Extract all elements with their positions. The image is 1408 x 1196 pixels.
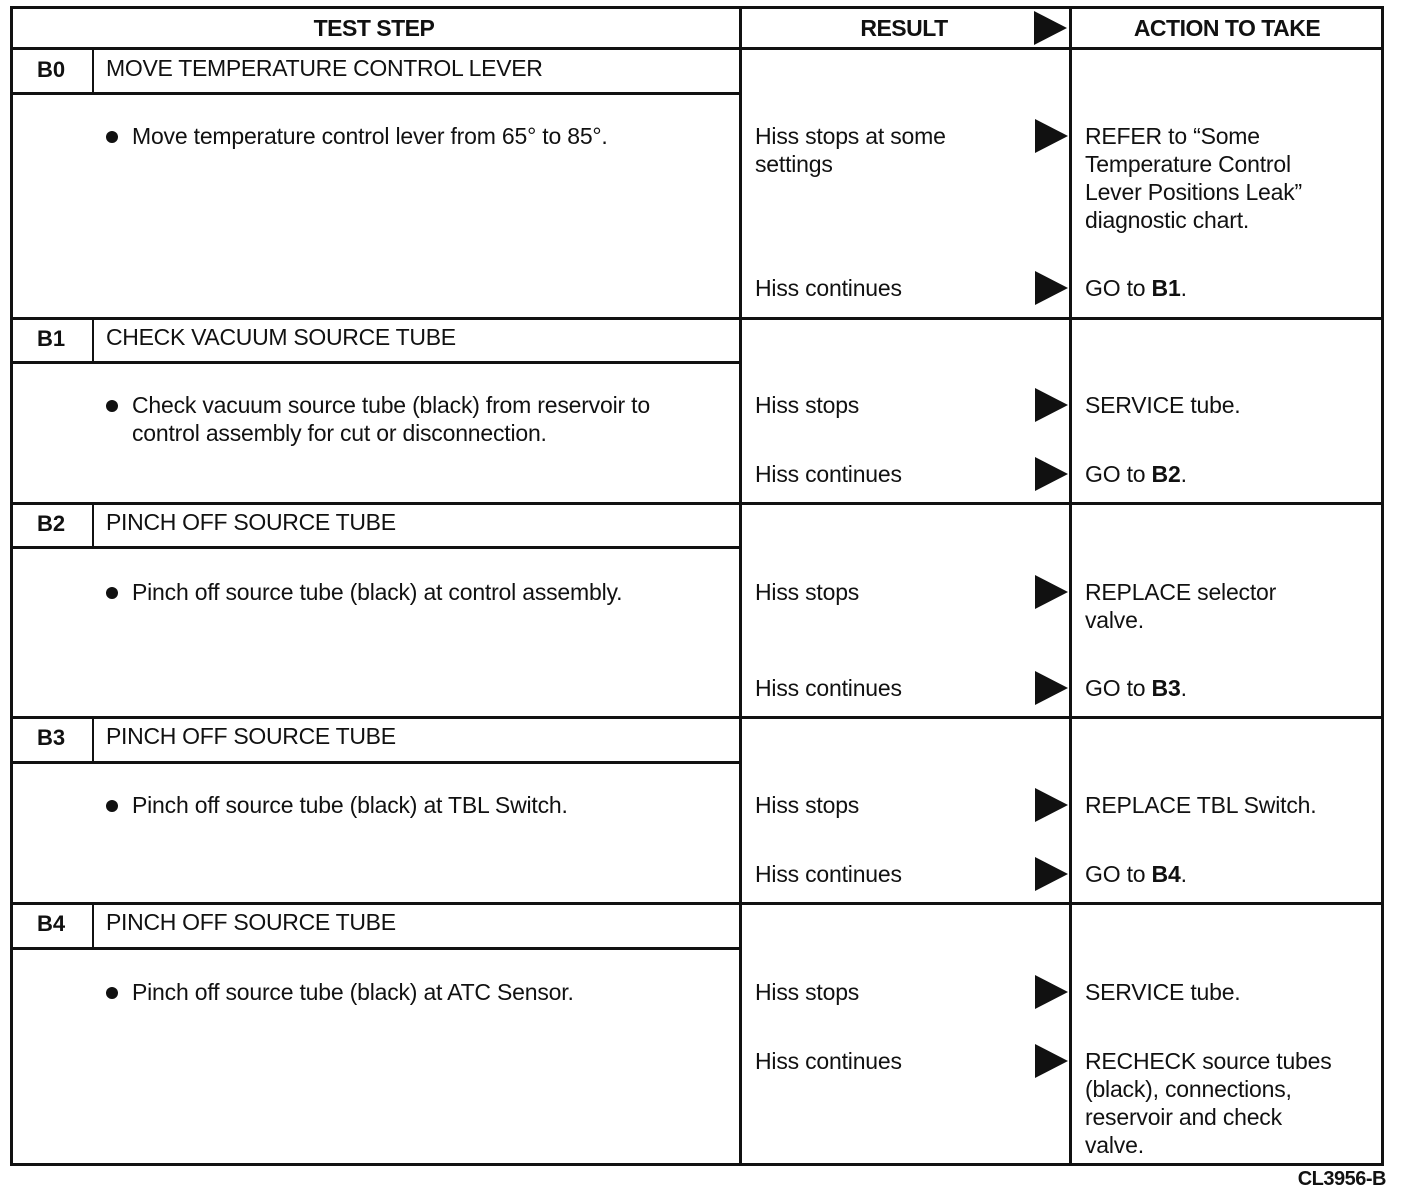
arrow-icon [1035,271,1068,305]
step-instruction: Pinch off source tube (black) at ATC Sensor. [132,979,574,1005]
column-divider-action [1069,6,1072,1166]
header-test-step: TEST STEP [313,15,435,41]
step-id: B1 [36,326,66,351]
table-right-border [1381,6,1384,1166]
action-text: REFER to “Some [1085,123,1260,149]
action-text: GO to B1. [1085,275,1187,301]
bullet-icon [106,800,118,812]
step-title-underline [10,92,740,95]
arrow-icon [1035,975,1068,1009]
action-text: valve. [1085,1132,1144,1158]
header-action: ACTION TO TAKE [1133,15,1321,41]
step-instruction: Check vacuum source tube (black) from reservoir to [132,392,650,418]
action-text: Lever Positions Leak” [1085,179,1302,205]
step-instruction: Move temperature control lever from 65° to 85°. [132,123,608,149]
step-reference: B2 [1151,461,1181,487]
result-text: Hiss stops [755,979,860,1005]
bullet-icon [106,400,118,412]
header-result: RESULT [860,15,948,41]
arrow-icon [1035,788,1068,822]
step-id: B2 [36,511,66,536]
step-separator [10,716,1384,719]
action-text: reservoir and check [1085,1104,1282,1130]
step-instruction: Pinch off source tube (black) at TBL Switch. [132,792,568,818]
action-text: GO to B2. [1085,461,1187,487]
result-text: Hiss continues [755,861,902,887]
action-text: RECHECK source tubes [1085,1048,1332,1074]
result-text: Hiss continues [755,1048,902,1074]
step-id-divider [92,503,94,547]
arrow-icon [1035,388,1068,422]
step-title: PINCH OFF SOURCE TUBE [106,723,396,749]
table-top-border [10,6,1384,9]
step-id: B0 [36,57,66,82]
step-instruction: control assembly for cut or disconnection. [132,420,547,446]
action-text: valve. [1085,607,1144,633]
result-text: Hiss continues [755,275,902,301]
action-text: diagnostic chart. [1085,207,1250,233]
action-text: Temperature Control [1085,151,1291,177]
result-text: Hiss stops [755,392,860,418]
arrow-icon [1035,575,1068,609]
result-text: Hiss continues [755,461,902,487]
action-text: SERVICE tube. [1085,392,1241,418]
step-reference: B3 [1151,675,1181,701]
step-title: PINCH OFF SOURCE TUBE [106,909,396,935]
result-text: settings [755,151,833,177]
bullet-icon [106,131,118,143]
bullet-icon [106,587,118,599]
step-id: B3 [36,725,66,750]
table-left-border [10,6,13,1166]
step-title: MOVE TEMPERATURE CONTROL LEVER [106,55,543,81]
figure-code: CL3956-B [1297,1168,1386,1190]
step-title: CHECK VACUUM SOURCE TUBE [106,324,456,350]
step-title-underline [10,761,740,764]
step-instruction: Pinch off source tube (black) at control assembly. [132,579,623,605]
action-text: REPLACE selector [1085,579,1277,605]
step-id-divider [92,903,94,948]
step-title-underline [10,361,740,364]
table-bottom-border [10,1163,1384,1166]
header-arrow-icon [1034,11,1067,45]
arrow-icon [1035,119,1068,153]
arrow-icon [1035,1044,1068,1078]
step-title-underline [10,546,740,549]
result-text: Hiss continues [755,675,902,701]
arrow-icon [1035,857,1068,891]
step-reference: B1 [1151,275,1181,301]
action-text: GO to B4. [1085,861,1187,887]
step-id-divider [92,318,94,362]
result-text: Hiss stops [755,579,860,605]
result-text: Hiss stops [755,792,860,818]
arrow-icon [1035,457,1068,491]
step-title-underline [10,947,740,950]
column-divider-result [739,6,742,1166]
action-text: GO to B3. [1085,675,1187,701]
action-text: SERVICE tube. [1085,979,1241,1005]
arrow-icon [1035,671,1068,705]
step-separator [10,317,1384,320]
step-separator [10,902,1384,905]
result-text: Hiss stops at some [755,123,946,149]
header-bottom-border [10,47,1384,50]
step-id-divider [92,49,94,93]
action-text: (black), connections, [1085,1076,1292,1102]
step-id: B4 [36,911,66,936]
step-reference: B4 [1151,861,1181,887]
bullet-icon [106,987,118,999]
step-title: PINCH OFF SOURCE TUBE [106,509,396,535]
action-text: REPLACE TBL Switch. [1085,792,1317,818]
step-separator [10,502,1384,505]
step-id-divider [92,717,94,762]
